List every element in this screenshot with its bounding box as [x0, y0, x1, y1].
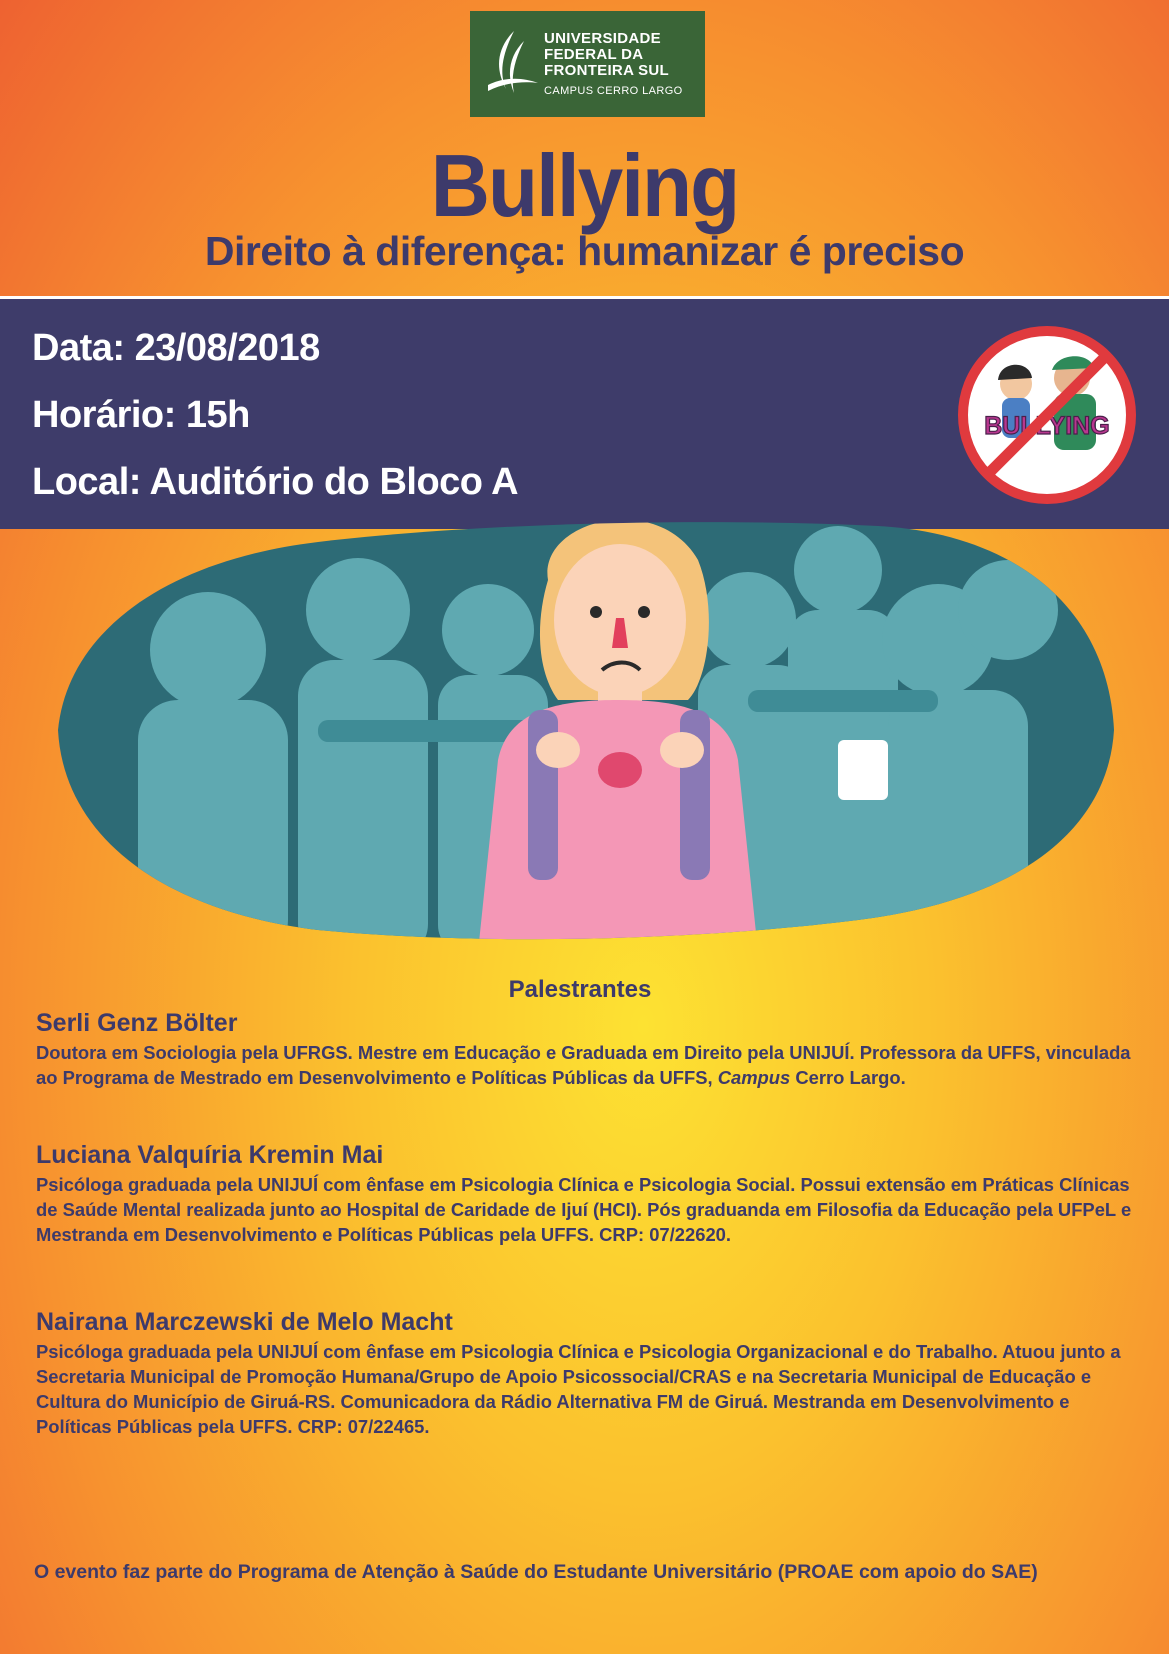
- bullying-illustration: [58, 500, 1114, 952]
- logo-campus: CAMPUS CERRO LARGO: [544, 85, 683, 97]
- sign-label: BULLYING: [984, 412, 1110, 440]
- speaker-bio-text: Doutora em Sociologia pela UFRGS. Mestre em Educação e Graduada em Direito pela UNIJUÍ. Professora da UFFS, vinculada ao Programa de Mestrado em Desenvolvimento e Políticas Públicas da UFFS,: [36, 1042, 1131, 1088]
- logo-line-2: FEDERAL DA: [544, 46, 644, 63]
- event-place: Local: Auditório do Bloco A: [32, 461, 519, 503]
- page-title: Bullying: [430, 137, 739, 236]
- university-name: [544, 31, 669, 79]
- no-bullying-sign-icon: [954, 322, 1140, 508]
- page-subtitle: Direito à diferença: humanizar é preciso: [204, 228, 965, 274]
- speaker-bio-italic: Campus: [717, 1067, 791, 1088]
- speaker-name: Serli Genz Bölter: [36, 1009, 238, 1037]
- speaker-bio: [36, 1040, 1136, 1090]
- speaker-bio-text-end: Cerro Largo.: [790, 1067, 906, 1088]
- university-emblem-icon: [484, 27, 540, 99]
- logo-line-3: FRONTEIRA SUL: [544, 62, 670, 79]
- speaker-card: [36, 1141, 1136, 1247]
- speaker-name: Nairana Marczewski de Melo Macht: [36, 1308, 453, 1336]
- logo-line-1: UNIVERSIDADE: [544, 30, 661, 47]
- speakers-heading: Palestrantes: [508, 976, 652, 1003]
- footer-note: O evento faz parte do Programa de Atenção à Saúde do Estudante Universitário (PROAE com apoio do SAE): [34, 1561, 1038, 1583]
- speaker-bio: Psicóloga graduada pela UNIJUÍ com ênfase em Psicologia Clínica e Psicologia Organizacional e do Trabalho. Atuou junto a Secretaria Municipal de Promoção Humana/Grupo de Apoio Psicossocial/CRAS e na Secretaria Municipal de Educação e Cultura do Município de Giruá-RS. Comunicadora da Rádio Alternativa FM de Giruá. Mestranda em Desenvolvimento e Políticas Públicas pela UFFS. CRP: 07/22465.: [36, 1341, 1121, 1437]
- event-time: Horário: 15h: [32, 394, 250, 436]
- speaker-card: [36, 1009, 1136, 1090]
- speaker-bio: Psicóloga graduada pela UNIJUÍ com ênfase em Psicologia Clínica e Psicologia Social. Possui extensão em Práticas Clínicas de Saúde Mental realizada junto ao Hospital de Caridade de Ijuí (HCI). Pós graduanda em Filosofia da Educação pela UFPeL e Mestranda em Desenvolvimento e Políticas Públicas pela UFFS. CRP: 07/22620.: [36, 1174, 1132, 1245]
- event-date: Data: 23/08/2018: [32, 327, 320, 369]
- speaker-name: Luciana Valquíria Kremin Mai: [36, 1141, 384, 1169]
- speaker-card: [36, 1308, 1136, 1439]
- university-logo: [470, 11, 705, 117]
